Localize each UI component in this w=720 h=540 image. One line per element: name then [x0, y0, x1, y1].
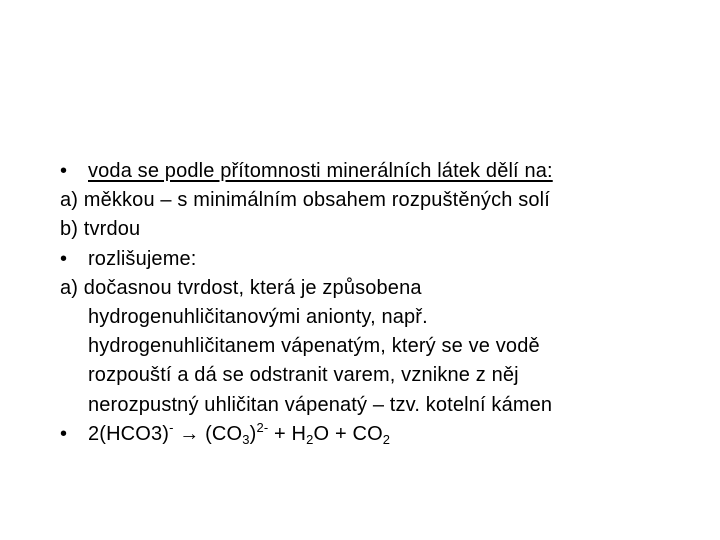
bullet-line-distinguish — [60, 245, 680, 274]
equation-part: + H — [268, 422, 307, 445]
temporary-hardness-continuation-1: hydrogenuhličitanovými anionty, např. — [88, 305, 428, 328]
equation-part: → (CO — [173, 422, 243, 445]
equation-part: 2(HCO3) — [88, 422, 170, 445]
soft-water-line: a) měkkou – s minimálním obsahem rozpuštěných solí — [60, 189, 550, 212]
chemical-equation — [88, 419, 391, 447]
temporary-hardness-continuation-3: rozpouští a dá se odstranit varem, vznikne z něj — [88, 364, 519, 387]
equation-superscript: 2- — [256, 419, 269, 435]
temporary-hardness-continuation-4: nerozpustný uhličitan vápenatý – tzv. kotelní kámen — [88, 393, 553, 416]
equation-superscript: - — [169, 419, 174, 435]
equation-subscript: 3 — [242, 431, 250, 447]
bullet-line-water-classification — [60, 157, 680, 186]
equation-part: O + CO — [313, 422, 383, 445]
equation-subscript: 2 — [382, 431, 391, 447]
equation-subscript: 2 — [306, 431, 314, 447]
slide-text-body — [60, 157, 680, 449]
equation-part: ) — [249, 422, 257, 445]
water-classification-text: voda se podle přítomnosti minerálních látek dělí na: — [88, 160, 553, 182]
bullet-marker: • — [60, 160, 68, 182]
temporary-hardness-continuation-2: hydrogenuhličitanem vápenatým, který se ve vodě — [88, 335, 540, 358]
bullet-marker: • — [60, 247, 68, 270]
bullet-line-equation — [60, 420, 680, 449]
bullet-marker: • — [60, 422, 68, 445]
temporary-hardness-line: a) dočasnou tvrdost, která je způsobena — [60, 276, 422, 299]
distinguish-text: rozlišujeme: — [88, 247, 197, 270]
hard-water-line: b) tvrdou — [60, 218, 141, 241]
